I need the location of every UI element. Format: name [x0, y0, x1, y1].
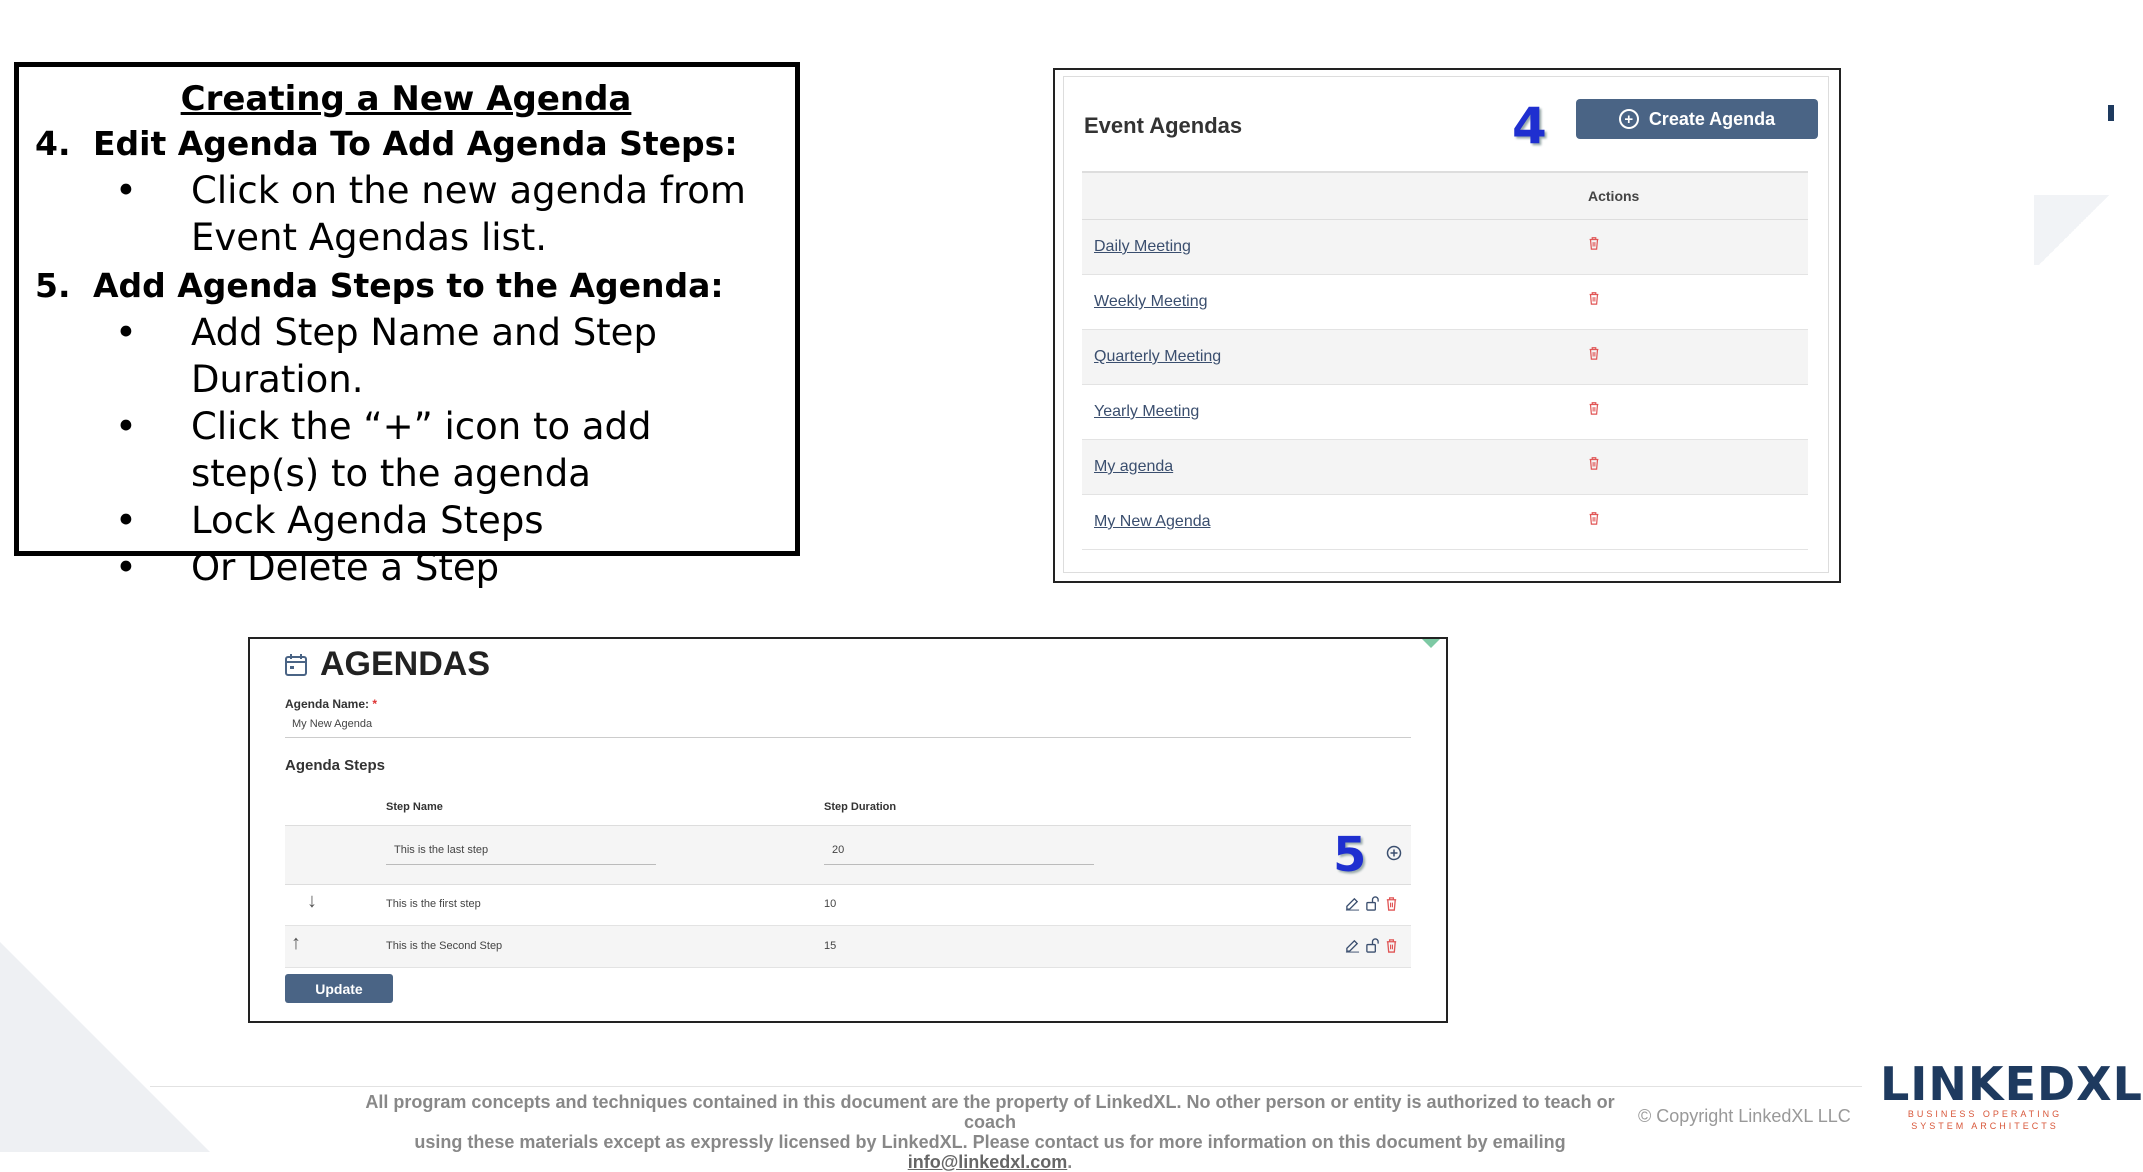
- agenda-name-label: [285, 697, 377, 711]
- required-mark: *: [372, 697, 378, 711]
- step-name: This is the first step: [386, 898, 481, 910]
- bullet-item: • Add Step Name and Step Duration.: [115, 309, 777, 403]
- agenda-link[interactable]: My New Agenda: [1094, 513, 1211, 530]
- table-row: [285, 884, 1411, 926]
- table-row: [1082, 220, 1808, 275]
- edit-icon[interactable]: [1345, 938, 1360, 953]
- linkedxl-logo: [1880, 1057, 2143, 1132]
- logo-tagline-1: BUSINESS OPERATING: [1907, 1109, 2063, 1119]
- agenda-editor: [248, 637, 1448, 1023]
- new-step-duration-input[interactable]: 20: [824, 844, 1094, 865]
- update-button[interactable]: Update: [285, 974, 393, 1003]
- email-link[interactable]: info@linkedxl.com: [907, 1152, 1068, 1172]
- event-agendas-card: [1063, 76, 1829, 573]
- delete-icon[interactable]: [1587, 290, 1601, 306]
- create-agenda-button[interactable]: [1576, 99, 1818, 139]
- agenda-link[interactable]: Quarterly Meeting: [1094, 348, 1222, 365]
- step-5-heading: [35, 263, 777, 309]
- delete-icon[interactable]: [1384, 896, 1399, 911]
- step-5-bullets: [35, 309, 777, 591]
- table-header: [1082, 173, 1808, 220]
- new-step-name-input[interactable]: This is the last step: [386, 844, 656, 865]
- logo-tagline-2: SYSTEM ARCHITECTS: [1911, 1121, 2059, 1131]
- agenda-link[interactable]: My agenda: [1094, 458, 1174, 475]
- event-agendas-panel: [1053, 68, 1841, 583]
- agenda-link[interactable]: Daily Meeting: [1094, 238, 1191, 255]
- step-number: 4.: [35, 124, 71, 163]
- bullet-item: • Lock Agenda Steps: [115, 497, 777, 544]
- editor-title: AGENDAS: [320, 645, 491, 683]
- table-row: [1082, 330, 1808, 385]
- edit-icon[interactable]: [1345, 896, 1360, 911]
- delete-icon[interactable]: [1587, 400, 1601, 416]
- step-number: 5.: [35, 266, 71, 305]
- instructions-box: [14, 62, 800, 589]
- delete-icon[interactable]: [1587, 510, 1601, 526]
- step-4-bullets: [35, 167, 777, 261]
- agenda-name-label-text: Agenda Name:: [285, 697, 370, 711]
- unlock-icon[interactable]: [1365, 896, 1380, 911]
- delete-icon[interactable]: [1587, 345, 1601, 361]
- step-heading-text: Add Agenda Steps to the Agenda:: [93, 266, 724, 305]
- edge-mark: [2108, 105, 2114, 121]
- event-agendas-table: [1082, 171, 1808, 550]
- bullet-item: • Click the “+” icon to add step(s) to the agenda: [115, 403, 777, 497]
- step-heading-text: Edit Agenda To Add Agenda Steps:: [93, 124, 738, 163]
- footer-period: .: [1067, 1152, 1073, 1172]
- step-duration: 10: [824, 898, 837, 910]
- unlock-icon[interactable]: [1365, 938, 1380, 953]
- logo-wordmark: LINKEDXL: [1880, 1057, 2143, 1111]
- table-row: [285, 926, 1411, 968]
- bullet-item: • Click on the new agenda from Event Agendas list.: [115, 167, 777, 261]
- delete-icon[interactable]: [1587, 455, 1601, 471]
- step-duration-header: Step Duration: [824, 801, 897, 813]
- actions-header: Actions: [1588, 188, 1640, 204]
- calendar-icon: [284, 653, 308, 677]
- instructions-title: Creating a New Agenda: [180, 79, 632, 119]
- delete-icon[interactable]: [1587, 235, 1601, 251]
- copyright: © Copyright LinkedXL LLC: [1638, 1106, 1851, 1126]
- input-underline: [285, 737, 1411, 738]
- step-duration: 15: [824, 940, 837, 952]
- table-row: [1082, 385, 1808, 440]
- step-badge: 4: [1512, 97, 1547, 155]
- step-name-header: Step Name: [386, 801, 443, 813]
- move-down-icon[interactable]: ↓: [307, 890, 317, 912]
- footer-line-2-text: using these materials except as expressly licensed by LinkedXL. Please contact us for more information on this document by emailing: [414, 1132, 1566, 1152]
- event-agendas-title: Event Agendas: [1084, 113, 1243, 138]
- delete-icon[interactable]: [1384, 938, 1399, 953]
- bullet-item: • Or Delete a Step: [115, 544, 777, 591]
- agenda-steps-title: Agenda Steps: [285, 757, 386, 774]
- step-badge: 5: [1333, 827, 1367, 883]
- table-row: [1082, 275, 1808, 330]
- footer-disclaimer: [350, 1092, 1630, 1172]
- background-decoration: [2034, 195, 2114, 265]
- footer-line-1: All program concepts and techniques contained in this document are the property of LinkedXL. No other person or entity is authorized to teach or coach: [365, 1092, 1615, 1132]
- step-4-heading: [35, 121, 777, 167]
- agenda-name-input[interactable]: My New Agenda: [292, 718, 373, 730]
- step-name: This is the Second Step: [386, 940, 503, 952]
- move-up-icon[interactable]: ↑: [291, 932, 301, 954]
- table-body: [1082, 220, 1808, 550]
- background-decoration: [0, 942, 210, 1152]
- plus-circle-icon: +: [1619, 109, 1639, 129]
- footer-line-2: [350, 1132, 1630, 1172]
- table-row: [1082, 440, 1808, 495]
- table-row: [1082, 495, 1808, 550]
- editor-header: [284, 645, 490, 684]
- agenda-link[interactable]: Yearly Meeting: [1094, 403, 1200, 420]
- add-step-icon[interactable]: [1386, 845, 1402, 861]
- create-agenda-label: Create Agenda: [1648, 108, 1776, 129]
- new-step-row: [285, 825, 1411, 885]
- corner-indicator: [1422, 639, 1440, 648]
- footer-divider: [150, 1086, 1862, 1087]
- agenda-link[interactable]: Weekly Meeting: [1094, 293, 1208, 310]
